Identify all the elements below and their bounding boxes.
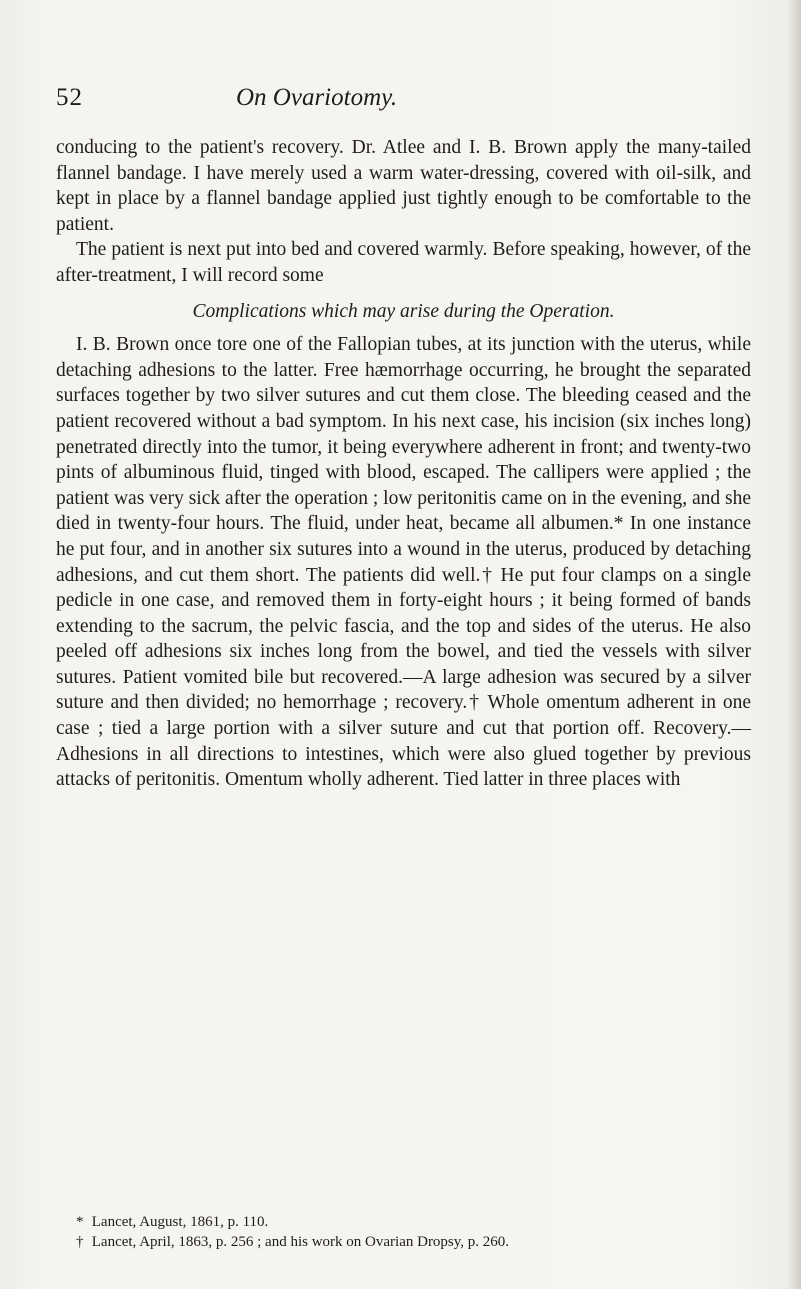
footnote-mark: † [76, 1234, 84, 1250]
footnote-mark: * [76, 1214, 84, 1230]
paragraph-2: The patient is next put into bed and covered warmly. Before speaking, however, of the after-treatment, I will record some [56, 239, 751, 286]
body-text [56, 135, 751, 793]
footnote-text: Lancet, April, 1863, p. 256 ; and his work on Ovarian Dropsy, p. 260. [91, 1234, 510, 1250]
running-title: On Ovariotomy. [236, 84, 398, 111]
footnote-1 [78, 1212, 751, 1232]
page-edge-shadow [787, 0, 801, 1289]
paragraph-1: conducing to the patient's recovery. Dr. Atlee and I. B. Brown apply the many-tailed flannel bandage. I have merely used a warm water-dressing, covered with oil-silk, and kept in place by a flannel bandage applied just tightly enough to be comfortable to the patient. [56, 137, 751, 235]
page-number: 52 [56, 84, 83, 111]
section-heading: Complications which may arise during the Operation. [192, 300, 615, 322]
footnote-2 [78, 1232, 751, 1252]
footnote-text: Lancet, August, 1861, p. 110. [91, 1214, 269, 1230]
page-header [56, 84, 756, 124]
paragraph-3: I. B. Brown once tore one of the Fallopian tubes, at its junction with the uterus, while detaching adhesions to the latter. Free hæmorrhage occurring, he brought the separated surfaces together by two silver sutures and cut them close. The bleeding ceased and the patient recovered without a bad symptom. In his next case, his incision (six inches long) penetrated directly into the tumor, it being everywhere adherent in front; and twenty-two pints of albuminous fluid, tinged with blood, escaped. The callipers were applied ; the patient was very sick after the operation ; low peritonitis came on in the evening, and she died in twenty-four hours. The fluid, under heat, became all albumen.* In one instance he put four, and in another six sutures into a wound in the uterus, produced by detaching adhesions, and cut them short. The patients did well.† He put four clamps on a single pedicle in one case, and removed them in forty-eight hours ; it being formed of bands extending to the sacrum, the pelvic fascia, and the top and sides of the uterus. He also peeled off adhesions six inches long from the bowel, and tied the vessels with silver sutures. Patient vomited bile but recovered.—A large adhesion was secured by a silver suture and then divided; no hemorrhage ; recovery.† Whole omentum adherent in one case ; tied a large portion with a silver suture and cut that portion off. Recovery.—Adhesions in all directions to intestines, which were also glued together by previous attacks of peritonitis. Omentum wholly adherent. Tied latter in three places with [56, 334, 751, 791]
footnotes [56, 1212, 751, 1252]
